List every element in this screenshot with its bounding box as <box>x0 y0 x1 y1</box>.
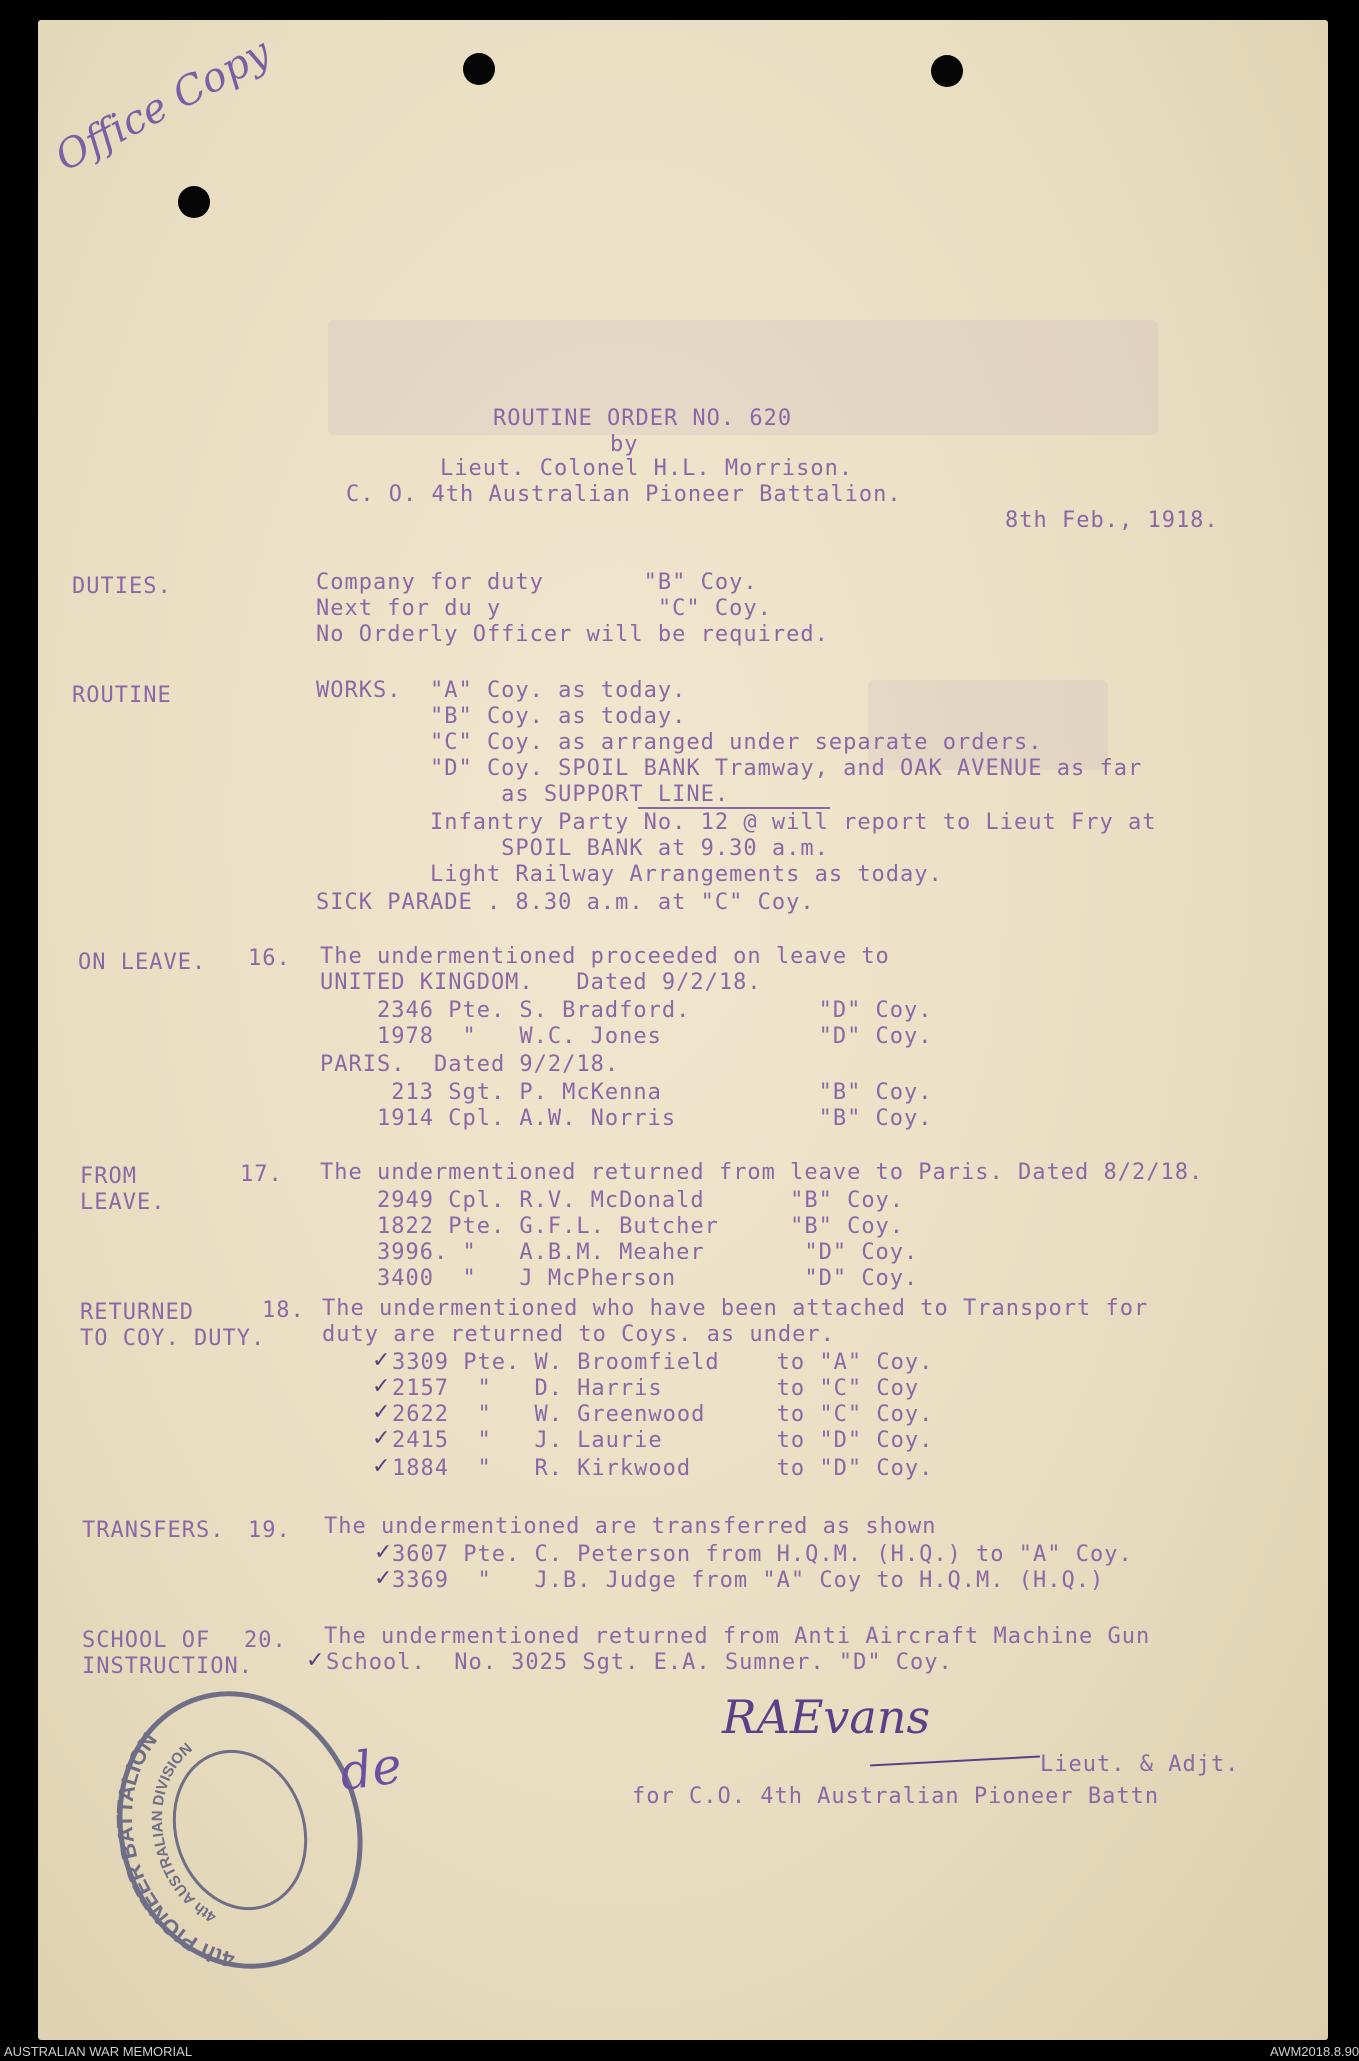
transfers-row: 3607 Pte. C. Peterson from H.Q.M. (H.Q.) to "A" Coy. <box>392 1542 1133 1567</box>
from-leave-label: FROM <box>80 1164 137 1189</box>
routine-line: "B" Coy. as today. <box>316 704 687 729</box>
check-mark-icon: ✓ <box>372 1374 391 1399</box>
battalion-stamp <box>90 1690 390 1990</box>
from-leave-line: The undermentioned returned from leave to Paris. Dated 8/2/18. <box>320 1160 1204 1185</box>
duties-line: Company for duty "B" Coy. <box>316 570 758 595</box>
order-unit: C. O. 4th Australian Pioneer Battalion. <box>346 482 902 507</box>
adjutant-signature: RAEvans <box>722 1690 931 1744</box>
duties-line: No Orderly Officer will be required. <box>316 622 829 647</box>
signature-rank: Lieut. & Adjt. <box>1040 1752 1240 1777</box>
returned-row: 2622 " W. Greenwood to "C" Coy. <box>392 1402 934 1427</box>
returned-label: RETURNED <box>80 1300 194 1325</box>
on-leave-line: The undermentioned proceeded on leave to <box>320 944 890 969</box>
from-leave-line: 3996. " A.B.M. Meaher "D" Coy. <box>320 1240 919 1265</box>
returned-row: 1884 " R. Kirkwood to "D" Coy. <box>392 1456 934 1481</box>
check-mark-icon: ✓ <box>372 1426 391 1451</box>
routine-line: as SUPPORT LINE. <box>316 782 730 807</box>
on-leave-line: 213 Sgt. P. McKenna "B" Coy. <box>320 1080 933 1105</box>
routine-label: ROUTINE <box>72 683 172 708</box>
stamp-inner-text: 4th AUSTRALIAN DIVISION <box>148 1739 220 1926</box>
from-leave-label: LEAVE. <box>80 1190 166 1215</box>
school-line: The undermentioned returned from Anti Aircraft Machine Gun <box>324 1624 1151 1649</box>
transfers-number: 19. <box>248 1518 291 1543</box>
initials-mark: de <box>336 1735 406 1803</box>
check-mark-icon: ✓ <box>306 1648 325 1673</box>
returned-row: 2415 " J. Laurie to "D" Coy. <box>392 1428 934 1453</box>
routine-line: SPOIL BANK at 9.30 a.m. <box>316 836 829 861</box>
returned-intro: The undermentioned who have been attached to Transport for <box>322 1296 1149 1321</box>
routine-line: SICK PARADE . 8.30 a.m. at "C" Coy. <box>316 890 815 915</box>
punch-hole <box>178 186 210 218</box>
school-label: INSTRUCTION. <box>82 1654 253 1679</box>
on-leave-line: 1914 Cpl. A.W. Norris "B" Coy. <box>320 1106 933 1131</box>
transfers-label: TRANSFERS. <box>82 1518 225 1543</box>
routine-line: Light Railway Arrangements as today. <box>316 862 943 887</box>
returned-label: TO COY. DUTY. <box>80 1326 266 1351</box>
order-officer: Lieut. Colonel H.L. Morrison. <box>440 456 854 481</box>
routine-line: WORKS. "A" Coy. as today. <box>316 678 687 703</box>
on-leave-label: ON LEAVE. <box>78 950 207 975</box>
duties-label: DUTIES. <box>72 574 172 599</box>
duties-line: Next for du y "C" Coy. <box>316 596 772 621</box>
check-mark-icon: ✓ <box>372 1454 391 1479</box>
returned-number: 18. <box>262 1298 305 1323</box>
school-line: School. No. 3025 Sgt. E.A. Sumner. "D" Coy. <box>326 1650 953 1675</box>
from-leave-line: 3400 " J McPherson "D" Coy. <box>320 1266 919 1291</box>
underline <box>638 807 830 809</box>
order-date: 8th Feb., 1918. <box>1005 508 1219 533</box>
from-leave-line: 2949 Cpl. R.V. McDonald "B" Coy. <box>320 1188 905 1213</box>
signature-for-line: for C.O. 4th Australian Pioneer Battn <box>632 1784 1160 1809</box>
transfers-intro: The undermentioned are transferred as shown <box>324 1514 937 1539</box>
on-leave-line: 2346 Pte. S. Bradford. "D" Coy. <box>320 998 933 1023</box>
on-leave-line: UNITED KINGDOM. Dated 9/2/18. <box>320 970 762 995</box>
returned-row: 3309 Pte. W. Broomfield to "A" Coy. <box>392 1350 934 1375</box>
from-leave-line: 1822 Pte. G.F.L. Butcher "B" Coy. <box>320 1214 905 1239</box>
from-leave-number: 17. <box>240 1162 283 1187</box>
footer-reference: AWM2018.8.90 <box>1270 2044 1359 2059</box>
check-mark-icon: ✓ <box>372 1348 391 1373</box>
check-mark-icon: ✓ <box>374 1566 393 1591</box>
footer-credit: AUSTRALIAN WAR MEMORIAL <box>4 2044 193 2059</box>
routine-line: "C" Coy. as arranged under separate orders. <box>316 730 1043 755</box>
office-copy-annotation: Office Copy <box>48 29 278 181</box>
returned-intro: duty are returned to Coys. as under. <box>322 1322 835 1347</box>
school-number: 20. <box>244 1628 287 1653</box>
order-by: by <box>610 432 639 457</box>
returned-row: 2157 " D. Harris to "C" Coy <box>392 1376 920 1401</box>
on-leave-line: 1978 " W.C. Jones "D" Coy. <box>320 1024 933 1049</box>
on-leave-line: PARIS. Dated 9/2/18. <box>320 1052 620 1077</box>
punch-hole <box>931 55 963 87</box>
routine-line: Infantry Party No. 12 @ will report to Lieut Fry at <box>316 810 1157 835</box>
check-mark-icon: ✓ <box>374 1540 393 1565</box>
on-leave-number: 16. <box>248 946 291 971</box>
order-title: ROUTINE ORDER NO. 620 <box>493 406 793 431</box>
check-mark-icon: ✓ <box>372 1400 391 1425</box>
transfers-row: 3369 " J.B. Judge from "A" Coy to H.Q.M. (H.Q.) <box>392 1568 1105 1593</box>
school-label: SCHOOL OF <box>82 1628 211 1653</box>
stamp-outer-text: 4th PIONEER BATTALION <box>111 1727 237 1973</box>
punch-hole <box>463 53 495 85</box>
routine-line: "D" Coy. SPOIL BANK Tramway, and OAK AVENUE as far <box>316 756 1143 781</box>
